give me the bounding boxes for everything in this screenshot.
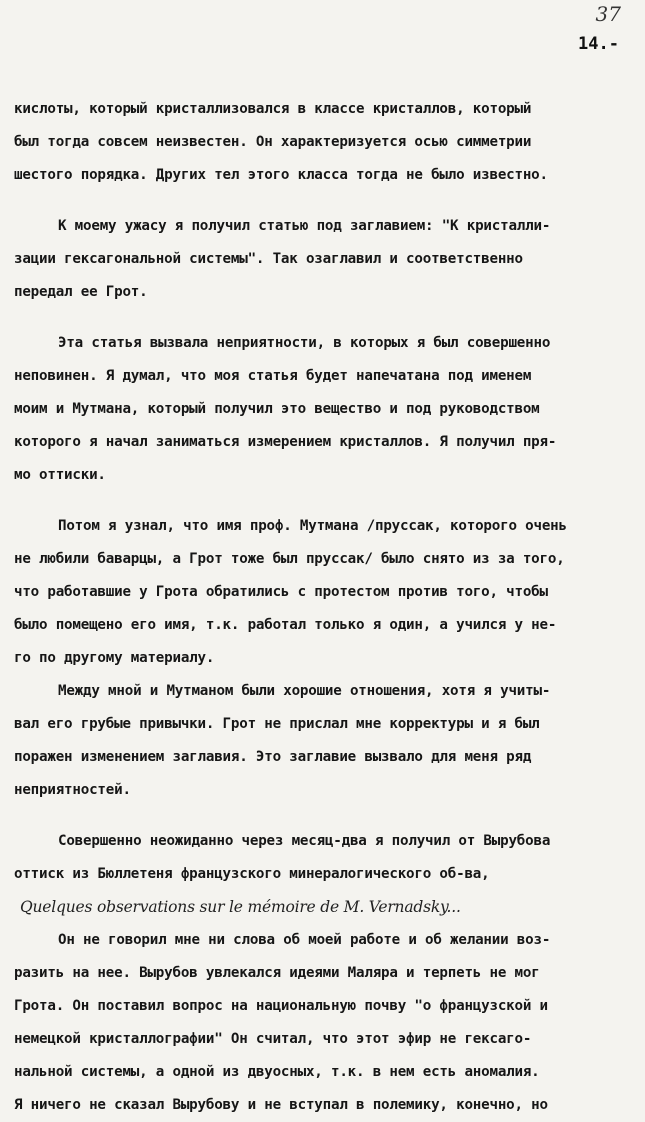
text-line: моим и Мутмана, который получил это вещество и под руководством [14,401,540,417]
text-line: Грота. Он поставил вопрос на национальную почву "о французской и [14,998,548,1014]
page-number: 14.- [578,34,619,54]
text-line: Потом я узнал, что имя проф. Мутмана /пруссак, которого очень [58,518,567,534]
text-line: Он не говорил мне ни слова об моей работе и об желании воз- [58,932,551,948]
handwritten-folio-number: 37 [595,2,621,26]
body-text [14,93,626,1122]
text-line: разить на нее. Вырубов увлекался идеями Маляра и терпеть не мог [14,965,540,981]
text-line: Совершенно неожиданно через месяц-два я получил от Вырубова [58,833,551,849]
text-line: зации гексагональной системы". Так озаглавил и соответственно [14,251,523,267]
text-line: не любили баварцы, а Грот тоже был пруссак/ было снято из за того, [14,551,565,567]
text-line: го по другому материалу. [14,650,215,666]
text-line: Я ничего не сказал Вырубову и не вступал в полемику, конечно, но [14,1097,548,1113]
handwritten-line: Quelques observations sur le mémoire de M. Vernadsky... [20,898,461,916]
text-line: мо оттиски. [14,467,106,483]
text-line: кислоты, который кристаллизовался в классе кристаллов, который [14,101,532,117]
text-line: передал ее Грот. [14,284,148,300]
text-line: К моему ужасу я получил статью под заглавием: "К кристалли- [58,218,551,234]
text-line: оттиск из Бюллетеня французского минералогического об-ва, [14,866,490,882]
text-line: нальной системы, а одной из двуосных, т.к. в нем есть аномалия. [14,1064,540,1080]
text-line: Между мной и Мутманом были хорошие отношения, хотя я учиты- [58,683,551,699]
text-line: что работавшие у Грота обратились с протестом против того, чтобы [14,584,548,600]
text-line: поражен изменением заглавия. Это заглавие вызвало для меня ряд [14,749,532,765]
text-line: немецкой кристаллографии" Он считал, что этот эфир не гексаго- [14,1031,532,1047]
text-line: неприятностей. [14,782,131,798]
text-line: неповинен. Я думал, что моя статья будет напечатана под именем [14,368,532,384]
text-line: было помещено его имя, т.к. работал только я один, а учился у не- [14,617,557,633]
text-line: Эта статья вызвала неприятности, в которых я был совершенно [58,335,551,351]
text-line: шестого порядка. Других тел этого класса тогда не было известно. [14,167,548,183]
text-line: которого я начал заниматься измерением кристаллов. Я получил пря- [14,434,557,450]
text-line: был тогда совсем неизвестен. Он характеризуется осью симметрии [14,134,532,150]
text-line: вал его грубые привычки. Грот не прислал мне корректуры и я был [14,716,540,732]
